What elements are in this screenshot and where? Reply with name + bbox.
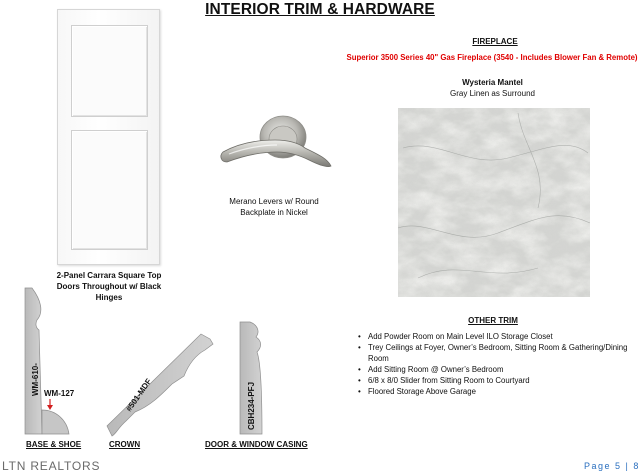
fireplace-heading: FIREPLACE	[472, 37, 518, 46]
lever-handle-image	[213, 110, 335, 184]
shoe-arrowhead	[47, 405, 53, 410]
shoe-label: WM-127	[44, 389, 75, 398]
crown-label: #501-MDF	[124, 377, 154, 414]
list-item: • Trey Ceilings at Foyer, Owner’s Bedroom, Sitting Room & Gathering/Dining Room	[358, 342, 638, 364]
crown-caption: CROWN	[109, 440, 141, 449]
list-item: • Add Powder Room on Main Level ILO Storage Closet	[358, 331, 638, 342]
shoe-molding-profile	[42, 410, 69, 434]
mantel-name: Wysteria Mantel	[462, 78, 523, 87]
crown-molding-profile	[107, 334, 213, 436]
door-image	[57, 9, 160, 265]
other-trim-heading: OTHER TRIM	[468, 316, 518, 325]
fireplace-description: Superior 3500 Series 40" Gas Fireplace (3540 - Includes Blower Fan & Remote)	[346, 53, 638, 62]
stone-surround-swatch	[398, 108, 590, 297]
surround-name: Gray Linen as Surround	[450, 89, 535, 98]
base-shoe-caption: BASE & SHOE	[26, 440, 82, 449]
casing-label: CBH234-PFJ	[247, 381, 256, 430]
list-item: • Add Sitting Room @ Owner’s Bedroom	[358, 364, 638, 375]
hardware-caption: Merano Levers w/ Round Backplate in Nickel	[229, 197, 319, 217]
door-caption: 2-Panel Carrara Square Top Doors Throughout w/ Black Hinges	[56, 271, 162, 302]
base-label: WM-610-	[31, 363, 40, 396]
other-trim-list	[358, 331, 638, 397]
trim-profiles	[0, 284, 340, 444]
door-bottom-panel	[71, 130, 148, 250]
list-item: • 6/8 x 8/0 Slider from Sitting Room to Courtyard	[358, 375, 638, 386]
base-molding-profile	[25, 288, 42, 434]
brand-watermark: LTN REALTORS	[2, 459, 101, 473]
page-number: Page 5 | 8	[584, 461, 640, 471]
casing-caption: DOOR & WINDOW CASING	[205, 440, 308, 449]
door-top-panel	[71, 25, 148, 117]
list-item: • Floored Storage Above Garage	[358, 386, 638, 397]
page-title: INTERIOR TRIM & HARDWARE	[205, 1, 435, 18]
